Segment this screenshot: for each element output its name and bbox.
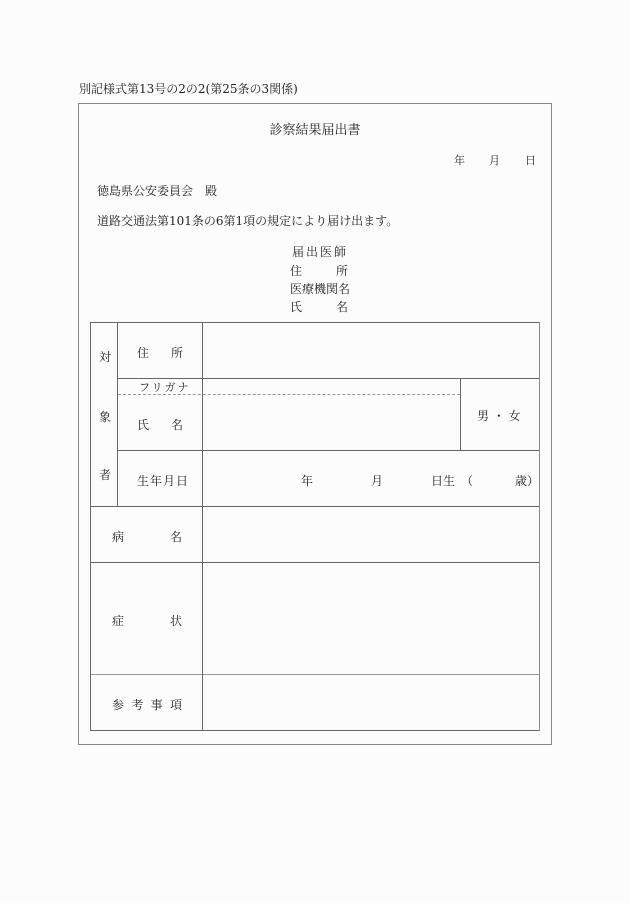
statement: 道路交通法第101条の6第1項の規定により届け出ます。	[97, 214, 399, 228]
address-label	[137, 344, 183, 361]
subject-group-char-1: 対	[99, 350, 112, 364]
table-border-right	[539, 322, 540, 731]
name-label-1: 氏	[137, 418, 150, 432]
date-month-label: 月	[489, 154, 500, 167]
doctor-name-label-1: 氏	[290, 300, 303, 314]
address-label-2: 所	[170, 346, 183, 360]
name-field[interactable]	[203, 395, 460, 450]
remarks-label-3: 事	[150, 698, 163, 712]
doctor-name-label	[290, 298, 348, 315]
sex-options[interactable]: 男 ・ 女	[477, 409, 521, 423]
subject-group-char-2: 象	[99, 410, 112, 424]
birth-year-label: 年	[301, 474, 314, 488]
remarks-label	[112, 696, 182, 713]
disease-label-2: 名	[169, 530, 182, 544]
remarks-label-1: 参	[112, 698, 125, 712]
page-title: 診察結果届出書	[269, 123, 361, 138]
age-open-paren: （	[461, 474, 474, 488]
symptoms-label	[112, 612, 182, 629]
disease-label	[112, 528, 182, 545]
remarks-field[interactable]	[203, 675, 539, 730]
doctor-institution-label: 医療機関名	[290, 282, 351, 296]
furigana-label: フリガナ	[139, 381, 191, 394]
doctor-heading: 届出医師	[292, 245, 349, 259]
form-number: 別記様式第13号の2の2(第25条の3関係)	[79, 82, 298, 96]
furigana-field[interactable]	[203, 379, 460, 394]
date-day-label: 日	[525, 154, 536, 167]
remarks-label-4: 項	[169, 698, 182, 712]
table-border-left	[90, 322, 91, 731]
subject-group-char-3: 者	[99, 468, 112, 482]
birth-month-label: 月	[371, 474, 384, 488]
disease-field[interactable]	[203, 507, 539, 562]
doctor-name-label-2: 名	[335, 300, 348, 314]
disease-label-1: 病	[112, 530, 125, 544]
symptoms-label-1: 症	[112, 614, 125, 628]
name-label	[137, 416, 183, 433]
doctor-address-label-1: 住	[290, 264, 303, 278]
remarks-label-2: 考	[131, 698, 144, 712]
col-divider	[460, 378, 461, 450]
symptoms-label-2: 状	[169, 614, 182, 628]
name-label-2: 名	[170, 418, 183, 432]
symptoms-field[interactable]	[203, 563, 539, 674]
table-border-bottom	[90, 730, 540, 731]
address-field[interactable]	[203, 323, 539, 378]
age-label: 歳）	[515, 474, 540, 488]
date-year-label: 年	[454, 154, 465, 167]
doctor-address-label-2: 所	[335, 264, 348, 278]
birth-day-label: 日生	[431, 474, 456, 488]
col-divider	[117, 322, 118, 506]
row-divider	[117, 450, 540, 451]
addressee: 徳島県公安委員会 殿	[97, 184, 218, 198]
birthdate-label: 生年月日	[137, 474, 190, 488]
doctor-address-label	[290, 262, 348, 279]
address-label-1: 住	[137, 346, 150, 360]
